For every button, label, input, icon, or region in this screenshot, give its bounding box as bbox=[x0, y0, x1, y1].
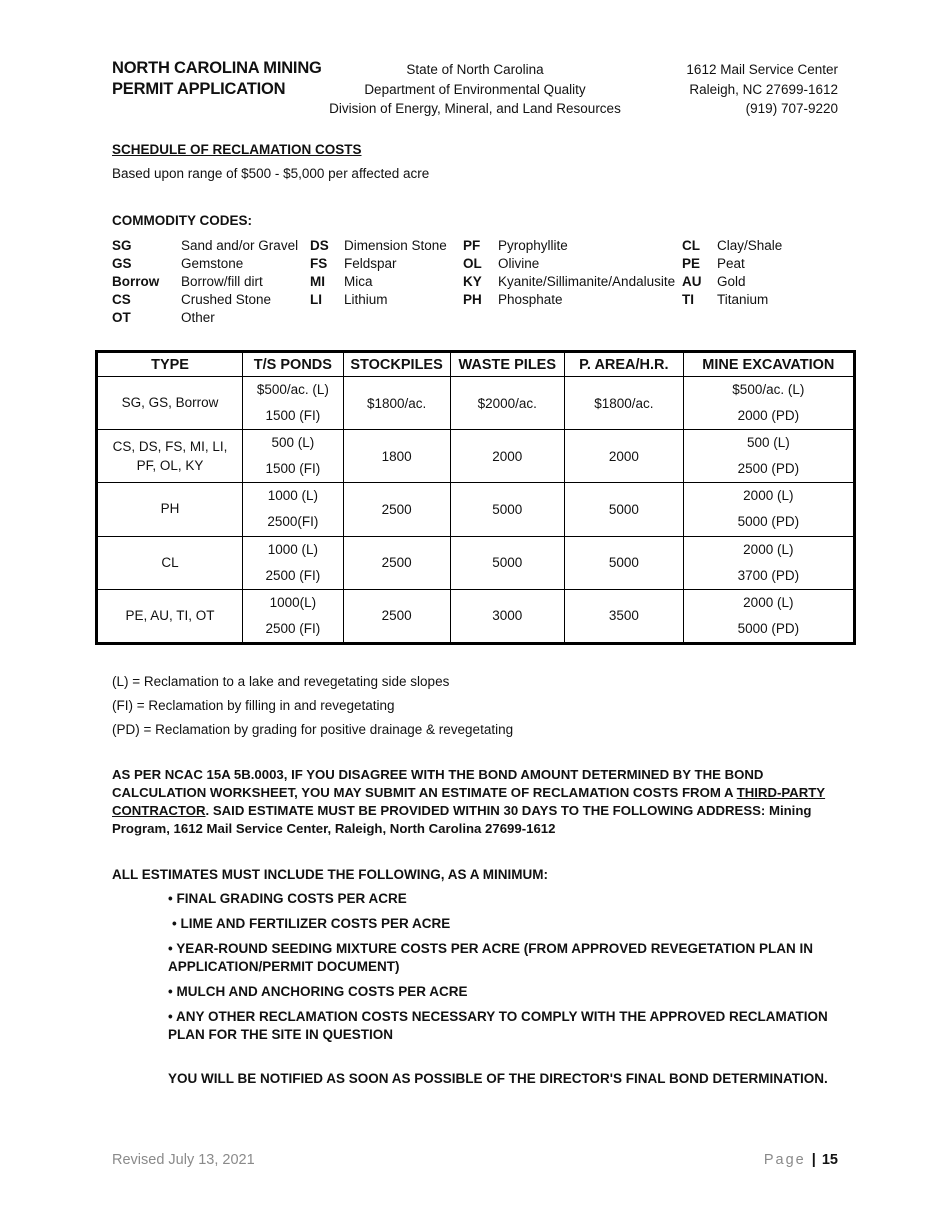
commodity-item bbox=[112, 237, 299, 255]
commodity-name: Kyanite/Sillimanite/Andalusite bbox=[498, 274, 676, 289]
notice-text-part2: . SAID ESTIMATE MUST BE PROVIDED WITHIN 30 DAYS TO THE FOLLOWING ADDRESS: Mining Program, 1612 Mail Service Center, Raleigh, North Carolina 27699-1612 bbox=[112, 803, 812, 836]
header-address-line3: (919) 707-9220 bbox=[745, 101, 838, 116]
cell-ts-ponds bbox=[243, 589, 344, 643]
bond-disagreement-notice bbox=[112, 766, 842, 838]
commodity-name: Lithium bbox=[344, 292, 388, 307]
commodity-name: Dimension Stone bbox=[344, 238, 447, 253]
commodity-name: Other bbox=[181, 310, 215, 325]
page-number: 15 bbox=[821, 1152, 838, 1168]
commodity-name: Sand and/or Gravel bbox=[181, 238, 299, 253]
cell-type-text: CS, DS, FS, MI, LI, bbox=[112, 439, 228, 455]
cell-stockpiles: 1800 bbox=[343, 430, 450, 483]
cell-type-text: CL bbox=[161, 554, 179, 570]
commodity-codes-title: COMMODITY CODES: bbox=[112, 213, 253, 228]
list-item: • FINAL GRADING COSTS PER ACRE bbox=[168, 891, 407, 906]
notice-text-part1: AS PER NCAC 15A 5B.0003, IF YOU DISAGREE WITH THE BOND AMOUNT DETERMINED BY THE BOND CALCULATION WORKSHEET, YOU MAY SUBMIT AN ESTIMATE OF RECLAMATION COSTS FROM A bbox=[112, 767, 764, 800]
commodity-code: OL bbox=[463, 256, 482, 271]
reclamation-cost-table bbox=[95, 350, 856, 645]
notice-underlined-contractor: THIRD-PARTY CONTRACTOR bbox=[112, 785, 826, 818]
header-title-line1: NORTH CAROLINA MINING bbox=[112, 59, 322, 77]
cell-mine-drainage: 5000 (PD) bbox=[737, 514, 800, 530]
commodity-name: Mica bbox=[344, 274, 373, 289]
commodity-name: Phosphate bbox=[498, 292, 563, 307]
commodity-code: CS bbox=[112, 292, 131, 307]
cell-process-area: 2000 bbox=[565, 430, 684, 483]
commodity-code: FS bbox=[310, 256, 328, 271]
header-agency-line2: Department of Environmental Quality bbox=[364, 81, 586, 97]
legend-item-lake: (L) = Reclamation to a lake and revegetating side slopes bbox=[112, 674, 450, 689]
cell-type-text: PH bbox=[160, 501, 180, 517]
table-row bbox=[97, 377, 855, 430]
table-header-type: TYPE bbox=[97, 352, 243, 377]
cell-ts-ponds-fill: 2500(FI) bbox=[267, 514, 319, 530]
cell-mine-lake: 500 (L) bbox=[746, 435, 790, 451]
header-address bbox=[686, 60, 838, 119]
cell-waste-piles: 2000 bbox=[450, 430, 565, 483]
cell-type bbox=[97, 377, 243, 430]
commodity-name: Olivine bbox=[498, 256, 540, 271]
cell-ts-ponds bbox=[243, 536, 344, 589]
cell-mine-lake: 2000 (L) bbox=[743, 594, 794, 610]
commodity-code: TI bbox=[682, 292, 694, 307]
cell-ts-ponds-fill: 1500 (FI) bbox=[265, 408, 321, 424]
cell-mine-lake: $500/ac. (L) bbox=[732, 382, 805, 398]
commodity-item bbox=[310, 291, 388, 309]
table-header-stockpiles: STOCKPILES bbox=[343, 352, 450, 377]
list-item: • MULCH AND ANCHORING COSTS PER ACRE bbox=[168, 984, 468, 999]
commodity-code: PF bbox=[463, 238, 481, 253]
header-agency-line1: State of North Carolina bbox=[406, 62, 544, 77]
cell-mine-excavation bbox=[683, 536, 854, 589]
cell-mine-drainage: 3700 (PD) bbox=[737, 567, 800, 583]
commodity-item bbox=[310, 273, 373, 291]
cell-type-text: SG, GS, Borrow bbox=[121, 395, 219, 411]
legend-item-fill: (FI) = Reclamation by filling in and revegetating bbox=[112, 698, 395, 713]
table-header-row bbox=[97, 352, 855, 377]
commodity-name: Gold bbox=[717, 274, 746, 289]
commodity-code: CL bbox=[682, 238, 700, 253]
cell-ts-ponds bbox=[243, 483, 344, 536]
commodity-item bbox=[682, 237, 783, 255]
cell-ts-ponds-fill: 2500 (FI) bbox=[265, 567, 321, 583]
header-address-line2: Raleigh, NC 27699-1612 bbox=[689, 81, 838, 97]
table-header-mine-excavation: MINE EXCAVATION bbox=[683, 352, 854, 377]
cell-process-area: 3500 bbox=[565, 589, 684, 643]
cell-ts-ponds-lake: 1000(L) bbox=[269, 594, 317, 610]
page-separator: | bbox=[811, 1152, 816, 1168]
cell-waste-piles: 5000 bbox=[450, 536, 565, 589]
commodity-code: LI bbox=[310, 292, 322, 307]
commodity-name: Crushed Stone bbox=[181, 292, 272, 307]
cell-ts-ponds-lake: $500/ac. (L) bbox=[256, 382, 329, 398]
commodity-name: Borrow/fill dirt bbox=[181, 274, 263, 289]
cell-mine-lake: 2000 (L) bbox=[743, 541, 794, 557]
cell-type-text: PE, AU, TI, OT bbox=[125, 607, 215, 623]
cell-stockpiles: 2500 bbox=[343, 589, 450, 643]
table-row bbox=[97, 536, 855, 589]
cell-ts-ponds-lake: 1000 (L) bbox=[267, 488, 319, 504]
cell-process-area: 5000 bbox=[565, 536, 684, 589]
commodity-item bbox=[112, 309, 215, 327]
cell-ts-ponds bbox=[243, 377, 344, 430]
commodity-item bbox=[682, 255, 745, 273]
cell-ts-ponds-fill: 2500 (FI) bbox=[265, 620, 321, 636]
commodity-code: OT bbox=[112, 310, 131, 325]
commodity-code: SG bbox=[112, 238, 132, 253]
commodity-item bbox=[463, 255, 540, 273]
commodity-item bbox=[310, 237, 447, 255]
commodity-code: DS bbox=[310, 238, 329, 253]
cell-mine-drainage: 2500 (PD) bbox=[737, 461, 800, 477]
cell-process-area: 5000 bbox=[565, 483, 684, 536]
cell-stockpiles: 2500 bbox=[343, 536, 450, 589]
cell-ts-ponds-fill: 1500 (FI) bbox=[265, 461, 321, 477]
cell-process-area: $1800/ac. bbox=[565, 377, 684, 430]
commodity-name: Peat bbox=[717, 256, 745, 271]
cell-type bbox=[97, 483, 243, 536]
header-title-line2: PERMIT APPLICATION bbox=[112, 80, 286, 98]
table-header-waste-piles: WASTE PILES bbox=[450, 352, 565, 377]
commodity-code: KY bbox=[463, 274, 482, 289]
estimates-list bbox=[168, 890, 848, 1051]
schedule-subtitle: Based upon range of $500 - $5,000 per affected acre bbox=[112, 166, 430, 181]
cell-ts-ponds-lake: 1000 (L) bbox=[267, 541, 319, 557]
commodity-code: MI bbox=[310, 274, 325, 289]
commodity-item bbox=[463, 237, 568, 255]
cell-ts-ponds-lake: 500 (L) bbox=[271, 435, 315, 451]
cell-mine-excavation bbox=[683, 483, 854, 536]
table-header-process-area: P. AREA/H.R. bbox=[565, 352, 684, 377]
commodity-name: Gemstone bbox=[181, 256, 244, 271]
header-address-line1: 1612 Mail Service Center bbox=[686, 62, 838, 77]
cell-stockpiles: 2500 bbox=[343, 483, 450, 536]
cell-waste-piles: $2000/ac. bbox=[450, 377, 565, 430]
table-row bbox=[97, 483, 855, 536]
list-item: • YEAR-ROUND SEEDING MIXTURE COSTS PER ACRE (FROM APPROVED REVEGETATION PLAN IN APPLICATION/PERMIT DOCUMENT) bbox=[168, 941, 814, 974]
page-number-footer bbox=[764, 1152, 838, 1168]
final-determination-notice: YOU WILL BE NOTIFIED AS SOON AS POSSIBLE OF THE DIRECTOR'S FINAL BOND DETERMINATION. bbox=[168, 1071, 828, 1086]
cell-mine-excavation bbox=[683, 430, 854, 483]
page-label: Page bbox=[763, 1152, 806, 1168]
cell-type bbox=[97, 430, 243, 483]
cell-mine-drainage: 2000 (PD) bbox=[737, 408, 800, 424]
commodity-item bbox=[112, 255, 244, 273]
cell-type bbox=[97, 536, 243, 589]
schedule-title: SCHEDULE OF RECLAMATION COSTS bbox=[112, 142, 362, 157]
list-item: • LIME AND FERTILIZER COSTS PER ACRE bbox=[172, 916, 451, 931]
legend-item-drainage: (PD) = Reclamation by grading for positive drainage & revegetating bbox=[112, 722, 514, 737]
revision-date: Revised July 13, 2021 bbox=[112, 1152, 255, 1168]
commodity-item bbox=[463, 291, 563, 309]
table-row bbox=[97, 589, 855, 643]
commodity-item bbox=[112, 273, 263, 291]
cell-type bbox=[97, 589, 243, 643]
cell-mine-lake: 2000 (L) bbox=[743, 488, 794, 504]
commodity-code: GS bbox=[112, 256, 132, 271]
commodity-code: AU bbox=[682, 274, 702, 289]
estimates-title: ALL ESTIMATES MUST INCLUDE THE FOLLOWING, AS A MINIMUM: bbox=[112, 867, 548, 882]
header-agency-line3: Division of Energy, Mineral, and Land Resources bbox=[329, 101, 621, 116]
cell-mine-drainage: 5000 (PD) bbox=[737, 620, 800, 636]
cell-waste-piles: 3000 bbox=[450, 589, 565, 643]
cell-stockpiles: $1800/ac. bbox=[343, 377, 450, 430]
cell-ts-ponds bbox=[243, 430, 344, 483]
commodity-item bbox=[310, 255, 397, 273]
cell-waste-piles: 5000 bbox=[450, 483, 565, 536]
commodity-code: Borrow bbox=[112, 274, 160, 289]
commodity-item bbox=[682, 291, 769, 309]
header-title bbox=[112, 58, 322, 100]
commodity-name: Clay/Shale bbox=[717, 238, 783, 253]
list-item: • ANY OTHER RECLAMATION COSTS NECESSARY TO COMPLY WITH THE APPROVED RECLAMATION PLAN FOR THE SITE IN QUESTION bbox=[168, 1009, 828, 1042]
cell-mine-excavation bbox=[683, 377, 854, 430]
cell-type-text-2: PF, OL, KY bbox=[136, 458, 204, 474]
commodity-name: Feldspar bbox=[344, 256, 397, 271]
commodity-name: Titanium bbox=[717, 292, 769, 307]
commodity-code: PE bbox=[682, 256, 701, 271]
table-legend bbox=[112, 670, 513, 742]
commodity-item bbox=[682, 273, 746, 291]
commodity-code: PH bbox=[463, 292, 482, 307]
commodity-name: Pyrophyllite bbox=[498, 238, 568, 253]
table-row bbox=[97, 430, 855, 483]
header-agency bbox=[320, 60, 630, 119]
commodity-item bbox=[463, 273, 676, 291]
table-header-ts-ponds: T/S PONDS bbox=[243, 352, 344, 377]
commodity-item bbox=[112, 291, 272, 309]
cell-mine-excavation bbox=[683, 589, 854, 643]
